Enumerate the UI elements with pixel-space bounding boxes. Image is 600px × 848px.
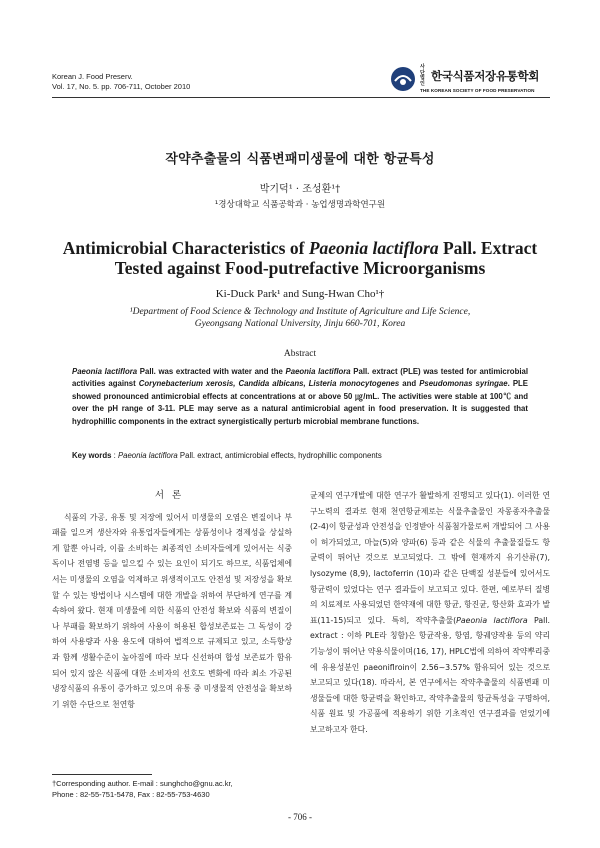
- society-emblem-icon: [390, 66, 416, 92]
- journal-name: Korean J. Food Preserv.: [52, 72, 133, 81]
- society-name-ko: 한국식품저장유통학회: [431, 69, 540, 83]
- abstract-heading: Abstract: [283, 349, 317, 359]
- abstract-body: Paeonia lactiflora Pall. was extracted with water and the Paeonia lactiflora Pall. extract (PLE) was tested for antimicrobial activities against Corynebacterium xerosis, Candida albicans, Listeria monocytogenes and Pseudomonas syringae. PLE showed pronounced antimicrobial effects at concentrations at or above 50 ㎍/mL. The activities were stable at 100℃ and over the pH range of 3-11. PLE may serve as a natural antimicrobial agent in food preservation. It is suggested that hydrophillic components in the extract synergistically perturb microbial membrane functions.: [72, 367, 528, 426]
- society-name-en: THE KOREAN SOCIETY OF FOOD PRESERVATION: [420, 88, 535, 93]
- corresponding-author-footnote: †Corresponding author. E-mail : sunghcho@gnu.ac.kr, Phone : 82-55-751-5478, Fax : 82-55-753-4630: [52, 779, 233, 799]
- header-rule: [52, 97, 550, 98]
- society-logo: [390, 64, 550, 94]
- section-heading-introduction: 서론: [154, 490, 190, 501]
- affiliation-english: ¹Department of Food Science & Technology and Institute of Agriculture and Life Science, Gyeongsang National University, Jinju 660-701, Korea: [129, 307, 471, 329]
- intro-right-column: [310, 488, 550, 738]
- author-email: sunghcho@gnu.ac.kr,: [159, 779, 233, 788]
- keywords-label: Key words: [72, 451, 112, 460]
- journal-volume: Vol. 17, No. 5. pp. 706-711, October 2010: [52, 82, 191, 91]
- affiliation-korean: ¹경상대학교 식품공학과 · 농업생명과학연구원: [214, 200, 386, 210]
- intro-paragraph-continued: 균제의 연구개발에 대한 연구가 활발하게 진행되고 있다(1). 이러한 연구노력의 결과로 현재 천연항균제로는 식물추출물인 자몽종자추출물(2-4)이 항균성과 안전성을 인정받아 식품첨가물로써 개발되어 그 사용이 허가되었고, 마늘(5)와 양파(6) 등과 같은 식물의 추출물질들도 항균력이 뛰어난 것으로 보고되었다. 그 밖에 현재까지 유기산류(7), lysozyme (8,9), lactoferrin (10)과 같은 단백질 성분들에 있어서도 항균력이 있었다는 연구 결과들이 보고되고 있다. 한편, 예로부터 질병의 치료제로 사용되었던 한약재에 대한 항균, 항진균, 항산화 효과가 발표(11-15)되고 있다. 특히, 작약추출물(Paeonia lactiflora Pall. extract : 이하 PLE라 칭함)은 항균작용, 항염, 항궤양작용 등의 약리기능성이 뛰어난 약용식물이며(16, 17), HPLC법에 의하여 작약뿌리중에 유용성분인 paeoniflroin이 2.56∼3.57% 함유되어 있는 것으로 보고되고 있다(18). 따라서, 본 연구에서는 작약추출물의 식품변패 미생물들에 대한 항균력을 확인하고, 작약추출물의 항균특성을 구명하여, 식품 원료 및 가공품에 적용하기 위한 기초적인 연구결과를 얻었기에 보고하고자 한다.: [310, 491, 550, 734]
- authors-english: Ki-Duck Park¹ and Sung-Hwan Cho¹†: [215, 288, 385, 300]
- keywords: Key words : Paeonia lactiflora Pall. extract, antimicrobial effects, hydrophillic components: [72, 451, 382, 460]
- authors-korean: 박기덕¹ · 조성환¹†: [259, 184, 341, 195]
- author-phone-fax: Phone : 82-55-751-5478, Fax : 82-55-753-4630: [52, 790, 210, 799]
- title-english: Antimicrobial Characteristics of Paeonia lactiflora Pall. Extract Tested against Food-putrefactive Microorganisms: [62, 238, 538, 278]
- journal-citation: [52, 72, 190, 92]
- species-name: Paeonia lactiflora: [308, 238, 439, 258]
- page-number: - 706 -: [288, 812, 312, 822]
- intro-left-column: [52, 488, 292, 712]
- footnote-rule: [52, 774, 152, 775]
- title-korean: 작약추출물의 식품변패미생물에 대한 항균특성: [165, 152, 435, 167]
- society-label-small: 사단법인: [420, 64, 425, 87]
- intro-paragraph: 식품의 가공, 유통 및 저장에 있어서 미생물의 오염은 변질이나 부패를 일으켜 생산자와 유통업자들에게는 상품성이나 경제성을 상실하게 할뿐 아니라, 이를 소비하는 최종적인 소비자들에게 있어서는 식중독이나 전염병 등을 일으킬 수 있는 요인이 되기도 하므로, 식품업체에서는 미생물의 오염을 억제하고 위생적이고도 안전성 및 저장성을 확보할 수 있는 방법이나 시스템에 대한 개발을 위하여 부단하게 연구를 계속하여 왔다. 현재 미생물에 의한 식품의 안전성 확보와 식품의 변질이나 부패를 확보하기 위하여 사용이 허용된 합성보존료는 그 독성이 강하여 사용량과 사용 용도에 대하여 법적으로 규제되고 있고, 소득향상과 함께 생활수준이 높아짐에 따라 보다 신선하며 합성 보존료가 함유되어 있지 않은 식품에 대한 소비자의 선호도 변화에 따라 최소 가공된 냉장식품의 유통이 증가하고 있으며 유통 중 미생물적 안전성을 확보하기 위한 수단으로 천연항: [52, 512, 292, 709]
